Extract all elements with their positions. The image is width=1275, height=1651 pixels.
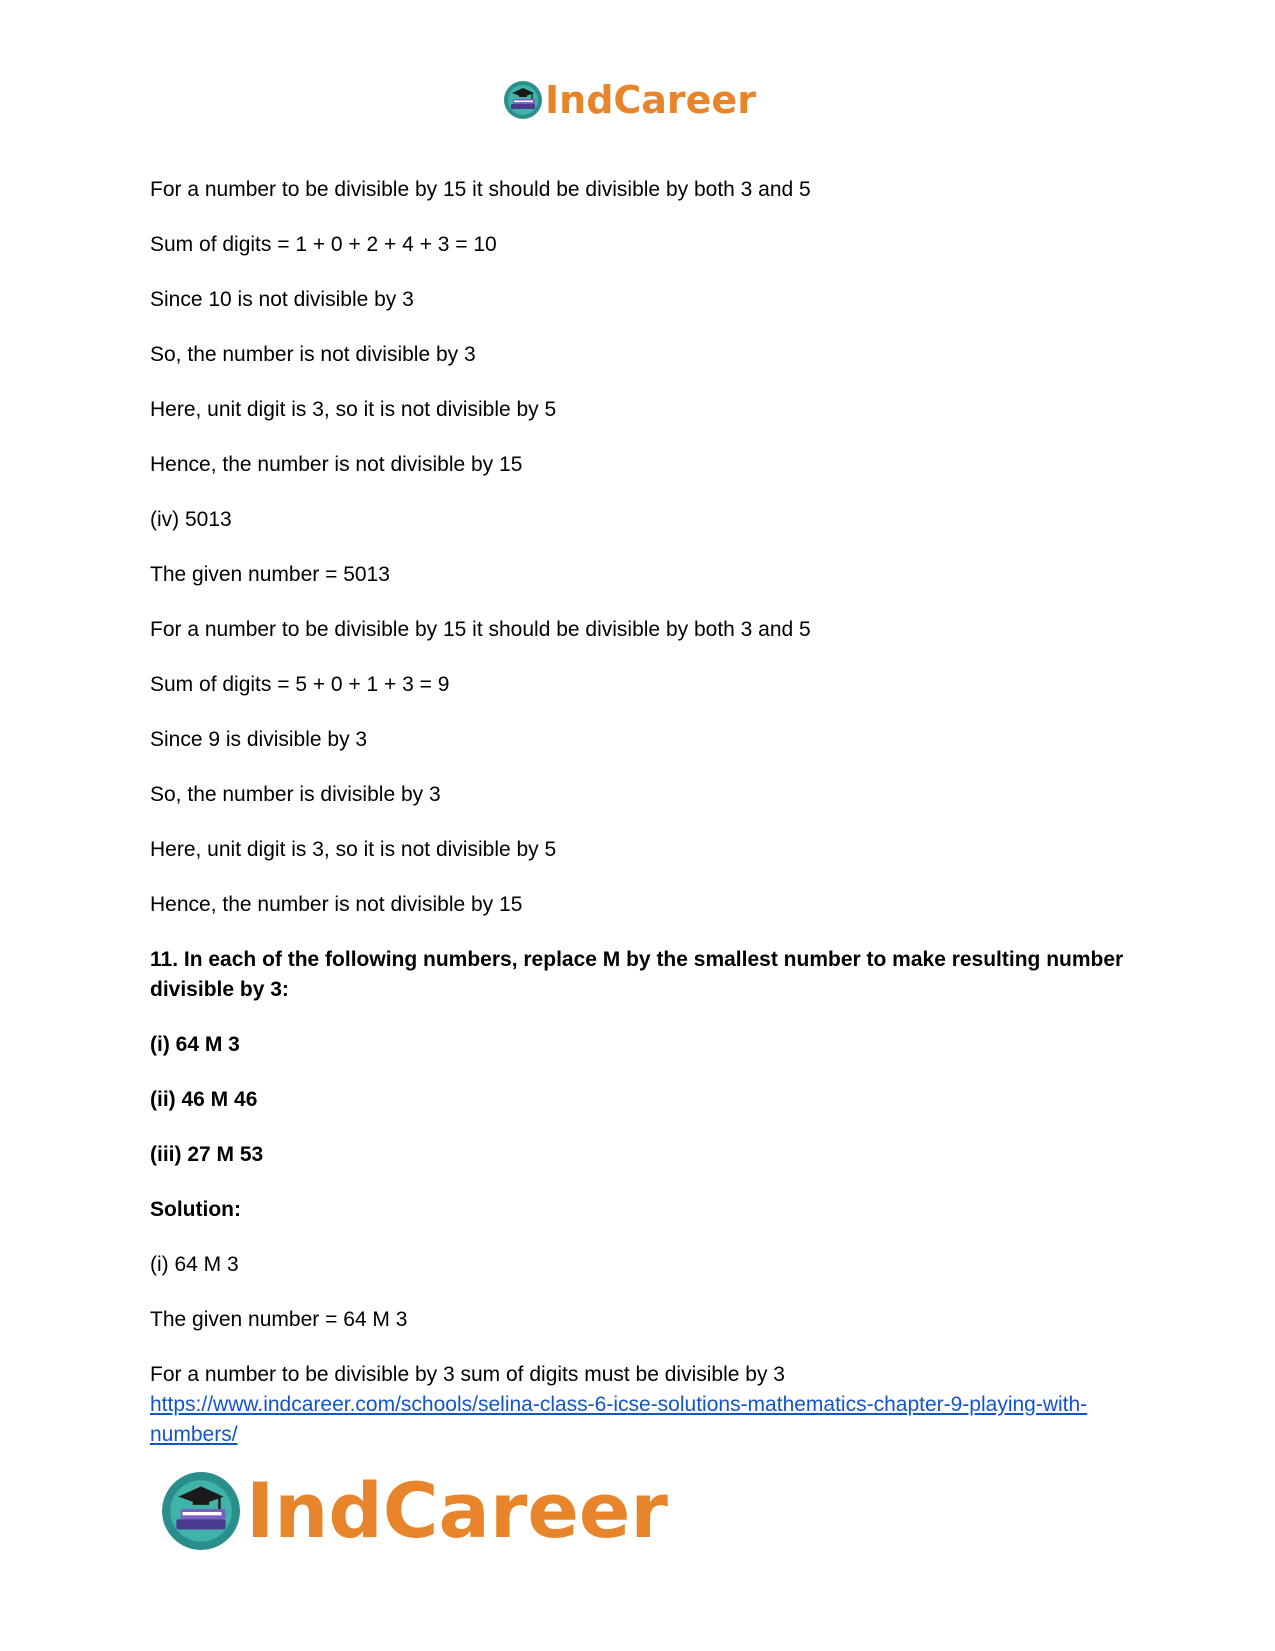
source-link[interactable]: https://www.indcareer.com/schools/selina-class-6-icse-solutions-mathematics-chapter-9-playing-with-numbers/ xyxy=(150,1393,1088,1446)
text-line: Hence, the number is not divisible by 15 xyxy=(150,893,523,916)
text-line: Since 10 is not divisible by 3 xyxy=(150,288,414,311)
brand-wordmark: IndCareer xyxy=(545,78,756,122)
question-part: (iii) 27 M 53 xyxy=(150,1143,264,1166)
text-line: So, the number is divisible by 3 xyxy=(150,783,441,806)
solution-label: Solution: xyxy=(150,1198,241,1221)
graduation-books-icon xyxy=(503,80,543,120)
footer-logo xyxy=(160,1466,668,1555)
text-line: For a number to be divisible by 15 it should be divisible by both 3 and 5 xyxy=(150,178,811,201)
document-body xyxy=(150,175,1140,1450)
text-line: For a number to be divisible by 15 it should be divisible by both 3 and 5 xyxy=(150,618,811,641)
subpart-label: (i) 64 M 3 xyxy=(150,1253,239,1276)
question-part: (i) 64 M 3 xyxy=(150,1033,240,1056)
brand-wordmark: IndCareer xyxy=(246,1466,668,1555)
text-line: So, the number is not divisible by 3 xyxy=(150,343,476,366)
text-line: Here, unit digit is 3, so it is not divisible by 5 xyxy=(150,398,557,421)
text-line: Since 9 is divisible by 3 xyxy=(150,728,368,751)
text-line: Here, unit digit is 3, so it is not divisible by 5 xyxy=(150,838,557,861)
subpart-label: (iv) 5013 xyxy=(150,508,232,531)
text-line: The given number = 64 M 3 xyxy=(150,1308,408,1331)
text-line: Hence, the number is not divisible by 15 xyxy=(150,453,523,476)
header-logo xyxy=(503,78,756,122)
text-line: For a number to be divisible by 3 sum of digits must be divisible by 3 xyxy=(150,1363,785,1386)
text-line: Sum of digits = 1 + 0 + 2 + 4 + 3 = 10 xyxy=(150,233,497,256)
question-heading: 11. In each of the following numbers, replace M by the smallest number to make resulting number divisible by 3: xyxy=(150,948,1124,1001)
text-line: The given number = 5013 xyxy=(150,563,390,586)
question-part: (ii) 46 M 46 xyxy=(150,1088,258,1111)
text-line: Sum of digits = 5 + 0 + 1 + 3 = 9 xyxy=(150,673,450,696)
graduation-books-icon xyxy=(160,1470,242,1552)
